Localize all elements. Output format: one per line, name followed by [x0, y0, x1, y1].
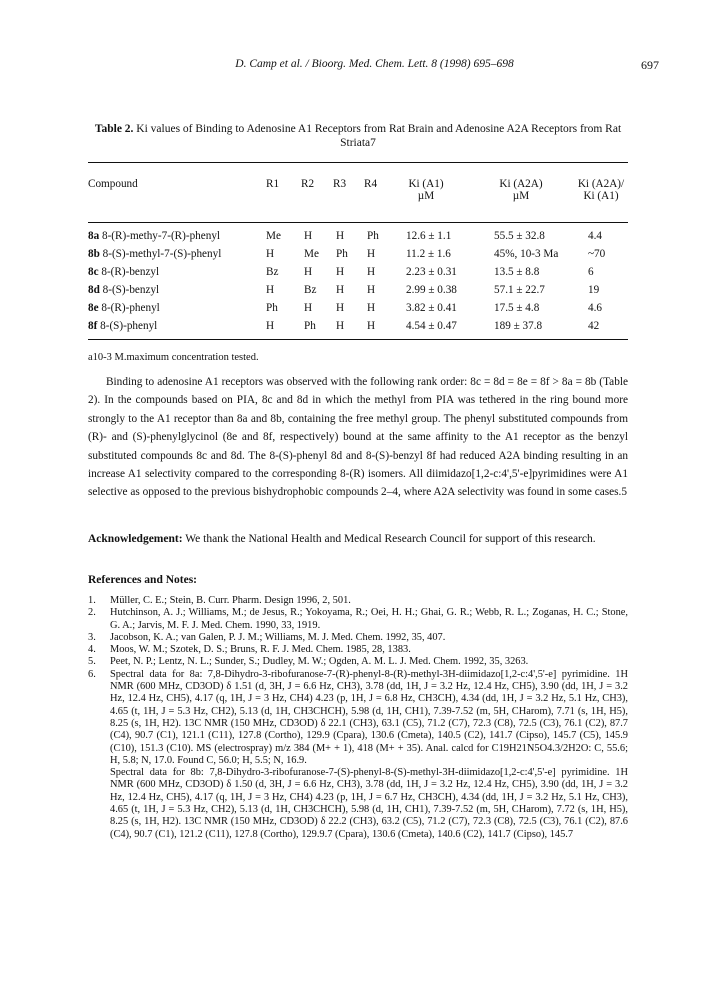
reference-text: Müller, C. E.; Stein, B. Curr. Pharm. Design 1996, 2, 501. — [110, 595, 351, 606]
compound-id: 8f — [88, 320, 98, 332]
cell-ratio: 6 — [588, 266, 594, 278]
cell-ki-a2a: 55.5 ± 32.8 — [494, 230, 545, 242]
col-ki-a1: Ki (A1) µM — [408, 178, 444, 202]
cell-r4: H — [367, 302, 376, 314]
reference-text: Moos, W. M.; Szotek, D. S.; Bruns, R. F. J. Med. Chem. 1985, 28, 1383. — [110, 644, 411, 656]
reference-number: 3. — [88, 631, 96, 643]
cell-r4: Ph — [367, 230, 379, 242]
compound-name: 8-(S)-methyl-7-(S)-phenyl — [102, 248, 222, 260]
compound-name: 8-(R)-benzyl — [101, 266, 160, 278]
reference-text: Hutchinson, A. J.; Williams, M.; de Jesus, R.; Yokoyama, R.; Oei, H. H.; Ghai, G. R.; Webb, R. L.; Zoganas, H. C.; Stone, G. A.; Jarvis, M. F. J. Med. Chem. 1990, 33, 1919. — [110, 607, 628, 631]
acknowledgement-text: We thank the National Health and Medical Research Council for support of this research. — [185, 533, 596, 545]
cell-ki-a1: 11.2 ± 1.6 — [406, 248, 451, 260]
reference-text: Spectral data for 8b: 7,8-Dihydro-3-ribofuranose-7-(S)-phenyl-8-(S)-methyl-3H-diimidazo[1,2-c:4',5'-e] pyrimidine. 1H NMR (600 MHz, CD3OD) δ 1.50 (d, 3H, J = 6.6 Hz, CH3), 3.78 (dd, 1H, J = 3.2 Hz, 12.4 Hz, CH5), 3.90 (dd, 1H, J = 3.2 Hz, 12.4 Hz, CH5), 4.17 (q, 1H, J = 3 Hz, CH4) 4.23 (p, 1H, J = 6.7 Hz, CH3CH), 4.34 (dd, 1H, J = 3.2 Hz, 5.1 Hz, CH3), 4.65 (t, 1H, J = 5.3 Hz, CH2), 5.13 (d, 1H, CH3CHCH), 5.98 (d, 1H, CH1), 7.39-7.52 (m, 5H, CHarom), 7.72 (s, 1H, H5), 8.25 (s, 1H, H2). 13C NMR (150 MHz, CD3OD) δ 22.2 (CH3), 63.2 (C5), 71.2 (C7), 72.3 (C8), 72.5 (C3), 76.1 (C2), 87.6 (C4), 90.7 (C1), 121.2 (C11), 127.8 (Cortho), 129.9.7 (Cpara), 130.6 (Cmeta), 140.6 (C2), 141.7 (Cipso), 145.7 — [110, 767, 628, 840]
cell-r2: H — [304, 266, 313, 278]
col-r4: R4 — [364, 178, 378, 190]
col-ratio: Ki (A2A)/ Ki (A1) — [577, 178, 625, 202]
references-list — [88, 595, 628, 841]
reference-number: 2. — [88, 607, 96, 619]
table-footnote: a10-3 M.maximum concentration tested. — [88, 352, 259, 363]
reference-item — [88, 644, 628, 656]
cell-r3: Ph — [336, 248, 348, 260]
cell-ratio: 4.6 — [588, 302, 602, 314]
table-header-rule — [88, 222, 628, 223]
cell-ratio: 42 — [588, 320, 600, 332]
reference-item — [88, 595, 628, 607]
cell-r1: Bz — [266, 266, 279, 278]
table-caption-text: Ki values of Binding to Adenosine A1 Receptors from Rat Brain and Adenosine A2A Receptors from Rat Striata7 — [136, 123, 622, 149]
cell-ratio: 4.4 — [588, 230, 602, 242]
reference-text: Spectral data for 8a: 7,8-Dihydro-3-ribofuranose-7-(R)-phenyl-8-(R)-methyl-3H-diimidazo[1,2-c:4',5'-e] pyrimidine. 1H NMR (600 MHz, CD3OD) δ 1.51 (d, 3H, J = 6.6 Hz, CH3), 3.78 (dd, 1H, J = 3.2 Hz, 12.4 Hz, CH5), 3.90 (dd, 1H, J = 3.2 Hz, 12.4 Hz, CH5), 4.17 (q, 1H, J = 3 Hz, CH4) 4.23 (p, 1H, J = 6.8 Hz, CH3CH), 4.34 (dd, 1H, J = 3.2 Hz, 5.1 Hz, CH3), 4.65 (t, 1H, J = 5.3 Hz, CH2), 5.13 (d, 1H, CH3CHCH), 5.98 (d, 1H, CH1), 7.39-7.52 (m, 5H, CHarom), 7.71 (s, 1H, H5), 8.25 (s, 1H, H2). 13C NMR (150 MHz, CD3OD) δ 22.1 (CH3), 63.1 (C5), 71.2 (C7), 72.3 (C8), 72.5 (C3), 76.1 (C2), 87.7 (C4), 90.7 (C1), 121.1 (C11), 127.8 (Cortho), 129.9 (Cpara), 130.6 (Cmeta), 140.5 (C2), 141.7 (Cipso), 145.7 (C5), 145.9 (C10), 151.3 (C10). MS (electrospray) m/z 384 (M+ + 1), 418 (M+ + 35). Anal. calcd for C19H21N5O4.3/2H2O: C, 55.6; H, 5.8; N, 17.0. Found C, 56.0; H, 5.5; N, 16.9. — [110, 668, 628, 766]
cell-ki-a2a: 57.1 ± 22.7 — [494, 284, 545, 296]
page-number: 697 — [641, 58, 659, 72]
reference-text: Peet, N. P.; Lentz, N. L.; Sunder, S.; Dudley, M. W.; Ogden, A. M. L. J. Med. Chem. 1992, 35, 3263. — [110, 656, 529, 668]
journal-citation: D. Camp et al. / Bioorg. Med. Chem. Lett. 8 (1998) 695–698 — [235, 58, 514, 70]
compound-id: 8d — [88, 284, 100, 296]
references-heading: References and Notes: — [88, 574, 198, 586]
cell-ratio: ~70 — [588, 248, 606, 260]
cell-ki-a1: 4.54 ± 0.47 — [406, 320, 457, 332]
cell-r2: Me — [304, 248, 319, 260]
cell-r1: Ph — [266, 302, 278, 314]
running-header — [90, 58, 659, 74]
compound-id: 8c — [88, 266, 99, 278]
cell-ki-a2a: 13.5 ± 8.8 — [494, 266, 540, 278]
results-paragraph: Binding to adenosine A1 receptors was observed with the following rank order: 8c = 8d = 8e = 8f > 8a = 8b (Table 2). In the compounds based on PIA, 8c and 8d in which the methyl from PIA was tethered in the ring bound more strongly to the A1 receptor than 8a and 8b, containing the free methyl group. The phenyl substituted compounds from (R)- and (S)-phenylglycinol (8e and 8f, respectively) bound at the same affinity to the A1 receptor as the benzyl substituted compounds 8c and 8d. The 8-(S)-phenyl 8d and 8-(S)-benzyl 8f had reduced A2A binding resulting in an increase A1 selectivity compared to the corresponding 8-(R) isomers. All diimidazo[1,2-c:4',5'-e]pyrimidines were A1 selective as opposed to the previous bishydrophobic compounds 2–4, where A2A selectivity was found in some cases.5 — [88, 376, 628, 499]
cell-ratio: 19 — [588, 284, 600, 296]
reference-number: 6. — [88, 668, 96, 680]
compound-id: 8b — [88, 248, 100, 260]
col-compound: Compound — [88, 178, 138, 190]
compound-name: 8-(R)-methy-7-(R)-phenyl — [101, 230, 221, 242]
cell-ki-a1: 2.23 ± 0.31 — [406, 266, 457, 278]
col-r3: R3 — [333, 178, 347, 190]
acknowledgement — [88, 533, 628, 545]
compound-name: 8-(R)-phenyl — [101, 302, 160, 314]
cell-r2: Bz — [304, 284, 317, 296]
cell-ki-a1: 3.82 ± 0.41 — [406, 302, 457, 314]
table-row — [88, 248, 628, 264]
cell-r2: H — [304, 230, 313, 242]
table-row — [88, 266, 628, 282]
table-header-row — [88, 172, 628, 218]
cell-r4: H — [367, 248, 376, 260]
col-r1: R1 — [266, 178, 280, 190]
cell-r4: H — [367, 266, 376, 278]
col-r2: R2 — [301, 178, 315, 190]
reference-number: 5. — [88, 656, 96, 668]
cell-r1: H — [266, 248, 275, 260]
table-row — [88, 302, 628, 318]
reference-item — [88, 767, 628, 841]
reference-number: 4. — [88, 644, 96, 656]
cell-r4: H — [367, 284, 376, 296]
reference-text: Jacobson, K. A.; van Galen, P. J. M.; Williams, M. J. Med. Chem. 1992, 35, 407. — [110, 631, 446, 643]
cell-ki-a1: 12.6 ± 1.1 — [406, 230, 452, 242]
cell-r2: H — [304, 302, 313, 314]
cell-r4: H — [367, 320, 376, 332]
cell-ki-a2a: 189 ± 37.8 — [494, 320, 543, 332]
reference-item — [88, 656, 628, 668]
reference-item — [88, 632, 628, 644]
compound-name: 8-(S)-benzyl — [102, 284, 160, 296]
cell-r3: H — [336, 302, 345, 314]
cell-r1: H — [266, 320, 275, 332]
cell-ki-a1: 2.99 ± 0.38 — [406, 284, 457, 296]
reference-number: 1. — [88, 595, 96, 606]
table-row — [88, 230, 628, 246]
reference-item — [88, 607, 628, 632]
table-bottom-rule — [88, 339, 628, 340]
reference-item — [88, 669, 628, 767]
table-caption — [88, 122, 628, 150]
cell-r3: H — [336, 320, 345, 332]
col-ki-a2a: Ki (A2A) µM — [499, 178, 543, 202]
table-row — [88, 284, 628, 300]
cell-r3: H — [336, 230, 345, 242]
acknowledgement-label: Acknowledgement: — [88, 533, 183, 545]
compound-id: 8e — [88, 302, 99, 314]
cell-ki-a2a: 17.5 ± 4.8 — [494, 302, 540, 314]
cell-r3: H — [336, 266, 345, 278]
table-top-rule — [88, 162, 628, 163]
cell-r2: Ph — [304, 320, 316, 332]
cell-r1: Me — [266, 230, 281, 242]
compound-name: 8-(S)-phenyl — [100, 320, 158, 332]
cell-r3: H — [336, 284, 345, 296]
cell-r1: H — [266, 284, 275, 296]
compound-id: 8a — [88, 230, 100, 242]
cell-ki-a2a: 45%, 10-3 Ma — [494, 248, 559, 260]
table-caption-label: Table 2. — [94, 123, 134, 135]
table-row — [88, 320, 628, 336]
